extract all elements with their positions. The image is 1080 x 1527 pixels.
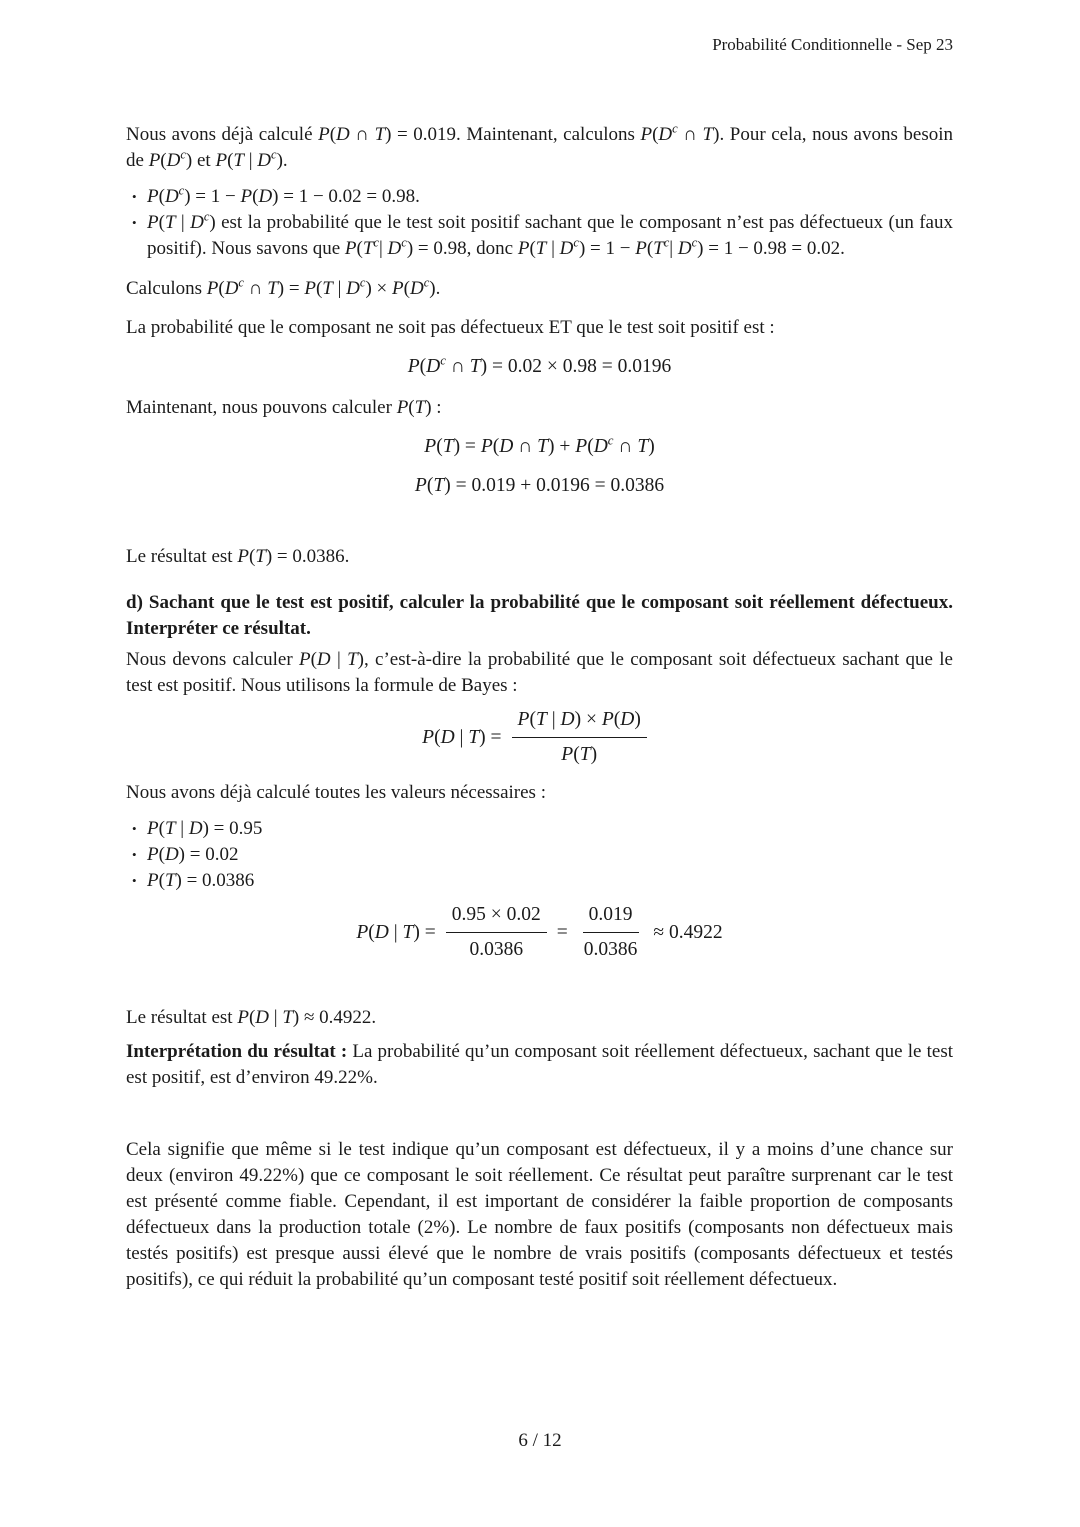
text-run: La probabilité qu’un composant soit réellement défectueux, sachant que le test est positif, est d’environ 49.22%. <box>126 1041 953 1088</box>
text-run: Le résultat est <box>126 546 238 567</box>
math-run: $P(D^c)$ <box>148 147 193 171</box>
math-run: P(D ∩ T) = 0.019 <box>318 124 457 145</box>
text-run: . <box>344 546 350 567</box>
math-run: P(T | D) = 0.95 <box>147 818 263 839</box>
text-run: est la probabilité que le test soit positif sachant que le composant n’est pas défectueux (un faux positif). Nous savons que <box>147 212 953 259</box>
text-run: Calculons <box>126 278 207 299</box>
fraction-numerator: 0.019 <box>583 902 639 933</box>
list-item <box>126 184 953 210</box>
paragraph-interpretation <box>126 1039 953 1091</box>
paragraph-valeurs <box>126 780 953 806</box>
list-item <box>126 816 953 842</box>
math-run: P(T) <box>396 397 432 418</box>
math-run: P(D) = 0.02 <box>147 844 239 865</box>
paragraph-result-pdt <box>126 1005 953 1031</box>
math-run: P(D | T) = <box>422 726 502 748</box>
paragraph-intro-calc <box>126 122 953 174</box>
text-run: La probabilité que le composant ne soit pas défectueux ET que le test soit positif est : <box>126 317 775 338</box>
math-run: P(T) = P(D ∩ $T) + P(D^c$ ∩ T) <box>424 433 655 457</box>
bullet-icon: • <box>132 215 137 230</box>
text-run: : <box>431 397 442 418</box>
paragraph-proba-et <box>126 315 953 341</box>
fraction <box>578 902 644 963</box>
text-run: . <box>282 150 288 171</box>
math-run: P(T) = 0.0386 <box>147 870 255 891</box>
bayes-computation-equation <box>126 902 953 963</box>
math-run: $P(D^c) = 1 - P(D) = 1 - 0.02 = 0.98$ <box>147 183 416 207</box>
bullet-icon: • <box>132 189 137 204</box>
math-run: P(T | $D^c$) <box>147 209 216 233</box>
text-run: . <box>371 1007 377 1028</box>
fraction <box>512 707 647 768</box>
math-run: P(T | $D^c$) <box>215 147 283 171</box>
paragraph-bayes-intro <box>126 647 953 699</box>
page-header <box>712 34 953 56</box>
fraction-numerator: P(T | D) × P(D) <box>512 707 647 738</box>
list-item <box>126 210 953 262</box>
bayes-formula-equation <box>126 707 953 768</box>
math-run: $P(D^c$ ∩ T) <box>640 121 720 145</box>
equation-total-probability <box>126 434 953 460</box>
math-run: P(D | T) <box>298 649 364 670</box>
math-run: = <box>556 921 568 943</box>
bullet-icon: • <box>132 847 137 862</box>
text-run: Nous devons calculer <box>126 649 299 670</box>
text-run: Nous avons déjà calculé <box>126 124 319 145</box>
fraction-denominator: 0.0386 <box>583 939 638 960</box>
paragraph-explanation <box>126 1137 953 1293</box>
equation-dc-inter-t <box>126 354 953 380</box>
equation-pt-value <box>126 473 953 499</box>
text-run: . Pour cela, nous avons besoin de <box>126 124 953 171</box>
bullet-list-values <box>126 816 953 894</box>
text-run: Cela signifie que même si le test indique qu’un composant est défectueux, il y a moins d’une chance sur deux (environ 49.22%) que ce composant le soit réellement. Ce résultat peut paraître surprenant car le test est présenté comme fiable. Cependant, il est important de considérer la faible proportion de composants défectueux dans la production totale (2%). Le nombre de faux positifs (composants non défectueux mais testés positifs) est presque aussi élevé que le nombre de vrais positifs (composants défectueux et testés positifs), ce qui réduit la probabilité qu’un composant testé positif soit réellement défectueux. <box>126 1139 953 1290</box>
text-run: et <box>192 150 216 171</box>
text-run: Maintenant, nous pouvons calculer <box>126 397 397 418</box>
bullet-icon: • <box>132 821 137 836</box>
text-run: . <box>840 238 845 259</box>
math-run: $P(D^c$ ∩ T) = 0.02 × 0.98 = 0.0196 <box>407 353 672 377</box>
page-footer <box>0 1430 1080 1452</box>
list-item <box>126 842 953 868</box>
text-run: , donc <box>466 238 518 259</box>
header-title: Probabilité Conditionnelle - Sep 23 <box>712 35 953 54</box>
fraction-denominator: 0.0386 <box>469 939 524 960</box>
fraction <box>446 902 547 963</box>
text-run: , c’est-à-dire la probabilité que le composant soit défectueux sachant que le test est positif. Nous utilisons la formule de Bayes : <box>126 649 953 696</box>
question-d-heading <box>126 590 953 642</box>
fraction-numerator: 0.95 × 0.02 <box>446 902 547 933</box>
list-item <box>126 868 953 894</box>
page-number: 6 / 12 <box>518 1430 562 1451</box>
paragraph-result-pt <box>126 544 953 570</box>
math-run: P(D | T) = <box>356 921 436 943</box>
heading-text: d) Sachant que le test est positif, calculer la probabilité que le composant soit réellement défectueux. Interpréter ce résultat. <box>126 592 953 639</box>
math-run: P(T | $D^c) = 1 - P(T^c|$ $D^c) = 1 - 0.98 = 0.02$ <box>517 235 841 259</box>
text-run: . <box>435 278 441 299</box>
math-run: $P(D^c$ ∩ T) = P(T | $D^c) \times P(D^c)$ <box>206 275 436 299</box>
text-run: Nous avons déjà calculé toutes les valeurs nécessaires : <box>126 782 546 803</box>
fraction-denominator: P(T) <box>561 744 598 765</box>
math-run: ≈ 0.4922 <box>653 921 723 943</box>
text-run: . <box>415 186 420 207</box>
math-run: P(T) = 0.019 + 0.0196 = 0.0386 <box>414 475 665 496</box>
math-run: $P(T^c|$ $D^c) = 0.98$ <box>344 235 467 259</box>
text-run: . Maintenant, calculons <box>456 124 641 145</box>
text-run: Le résultat est <box>126 1007 238 1028</box>
bold-run: Interprétation du résultat : <box>126 1041 348 1062</box>
math-run: P(T) = 0.0386 <box>237 546 345 567</box>
paragraph-maintenant <box>126 395 953 421</box>
paragraph-calculons <box>126 276 953 302</box>
math-run: P(D | T) ≈ 0.4922 <box>237 1007 372 1028</box>
bullet-icon: • <box>132 873 137 888</box>
bullet-list-complement <box>126 184 953 262</box>
